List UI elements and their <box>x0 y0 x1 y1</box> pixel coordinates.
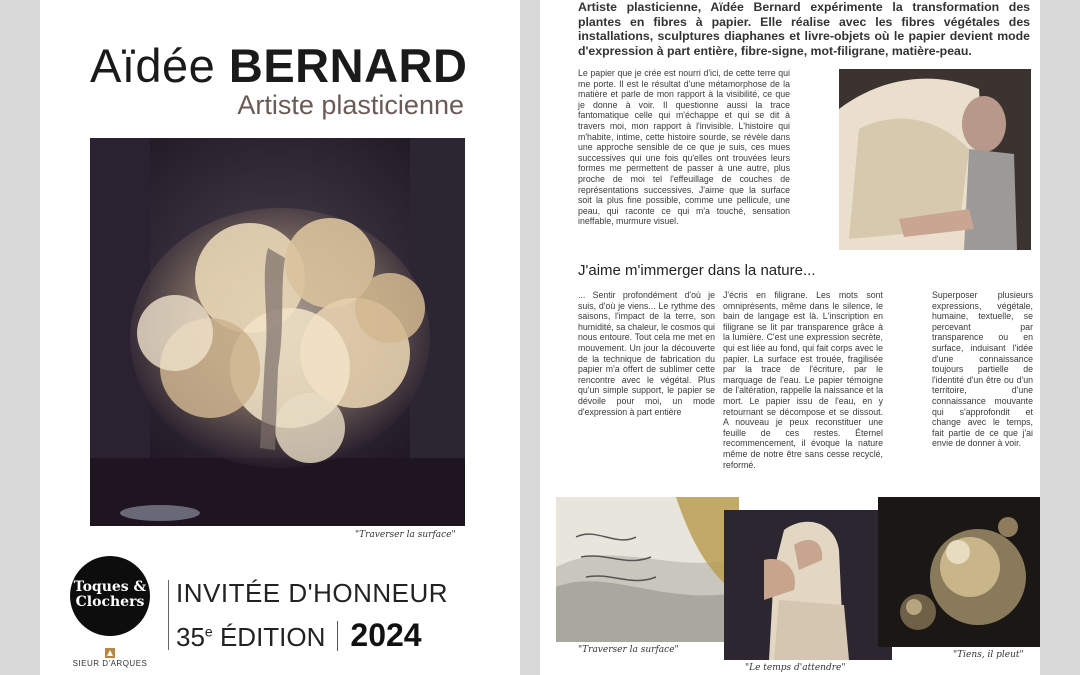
left-page <box>40 0 520 675</box>
artist-subtitle: Artiste plasticienne <box>237 90 464 120</box>
photo-caption-3: "Tiens, il pleut" <box>953 650 1024 660</box>
intro-paragraph: Artiste plasticienne, Aïdée Bernard expérimente la transformation des plantes en fibres à papier. Elle réalise avec les fibres végétales des installations, sculptures diaphanes et livre-objets où le papier devient mode d'expression à part entière, fibre-signe, mot-filigrane, matière-peau. <box>578 0 1030 58</box>
edition-word: ÉDITION <box>219 622 326 652</box>
sponsor-name: SIEUR D'ARQUES <box>72 659 148 668</box>
right-page <box>540 0 1040 675</box>
text-column-bottom-3: Superposer plusieurs expressions, végétale, humaine, textuelle, se percevant par transparence ou en surface, induisant l'idée d'une connaissance toujours partielle de l'identité d'un être ou d'un territoire, d'une connaissance mouvante qui s'approfondit et change avec le temps, fait partie de ce que j'ai envie de donner à voir. <box>932 290 1033 449</box>
honneur-title: INVITÉE D'HONNEUR <box>176 578 449 608</box>
logo-line-2: Clochers <box>75 594 145 610</box>
photo-caption-2: "Le temps d'attendre" <box>745 663 846 673</box>
section-subheading: J'aime m'immerger dans la nature... <box>578 262 816 279</box>
text-column-top: Le papier que je crée est nourri d'ici, de cette terre qui me porte. Il est le résultat d'une métamorphose de la matière et parle de mon rapport à la visibilité, ce que je donne à voir. Il questionne aussi la trace fantomatique celle qui m'échappe et qui se dit à travers moi, mon rapport à l'invisible. L'histoire qui m'habite, intime, cette histoire sourde, se révèle dans une approche sensible de ce que je suis, ces mues successives qui une fois qu'elles ont trouvées leurs formes me permettent de passer à une autre, plus proche de moi tel l'effeuillage de couches de représentations successives. J'aime que la surface soit la plus fine possible, comme une pellicule, une peau, qui raconte ce qui m'a touché, sensation ineffable, murmure visuel. <box>578 68 790 227</box>
edition-year: 2024 <box>350 617 422 653</box>
sponsor-mark-icon <box>104 647 116 659</box>
artist-last-name: BERNARD <box>228 39 468 92</box>
hero-photo <box>90 138 465 526</box>
spheres-photo <box>878 497 1040 647</box>
edition-suffix: e <box>204 623 213 640</box>
photo-caption-1: "Traverser la surface" <box>578 645 679 655</box>
hero-caption: "Traverser la surface" <box>355 530 456 540</box>
paper-figure-photo <box>724 510 892 660</box>
text-column-bottom-2: J'écris en filigrane. Les mots sont omniprésents, même dans le silence, le bain de langage est là. L'inscription en filigrane se lit par transparence grâce à la lumière. C'est une expression secrète, qui est liée au fond, qui fait corps avec le papier. La surface est trouée, fragilisée par la trace de l'écriture, par le marquage de l'eau. Le papier témoigne de l'altération, rappelle la naissance et la mort. Le papier issu de l'eau, en y retournant se décompose et se dissout. A nouveau je peux reconstituer une feuille de ces restes. Éternel recommencement, il évoque la nature même de notre être sans cesse recyclé, reformé. <box>723 290 883 470</box>
artist-portrait-photo <box>839 69 1031 250</box>
artist-first-name: Aïdée <box>90 39 216 92</box>
logo-line-1: Toques & <box>73 579 147 595</box>
artist-name <box>90 38 467 93</box>
edition-divider <box>337 621 338 651</box>
honneur-block <box>176 578 516 654</box>
edition-row <box>176 617 516 654</box>
text-column-bottom-1: ... Sentir profondément d'où je suis, d'où je viens... Le rythme des saisons, l'impact de la terre, son humidité, sa chaleur, le cosmos qui nous entoure. Tout cela me met en mouvement. Un jour la découverte de la technique de fabrication du papier m'a offert de sublimer cette rencontre avec le végétal. Plus qu'un simple support, le papier se dévoile pour moi, un mode d'expression à part entière <box>578 290 715 417</box>
toques-clochers-logo <box>70 556 150 636</box>
filigree-paper-photo <box>556 497 739 642</box>
edition-number: 35 <box>176 622 205 652</box>
honneur-divider <box>168 580 169 650</box>
edition-label <box>176 622 325 653</box>
